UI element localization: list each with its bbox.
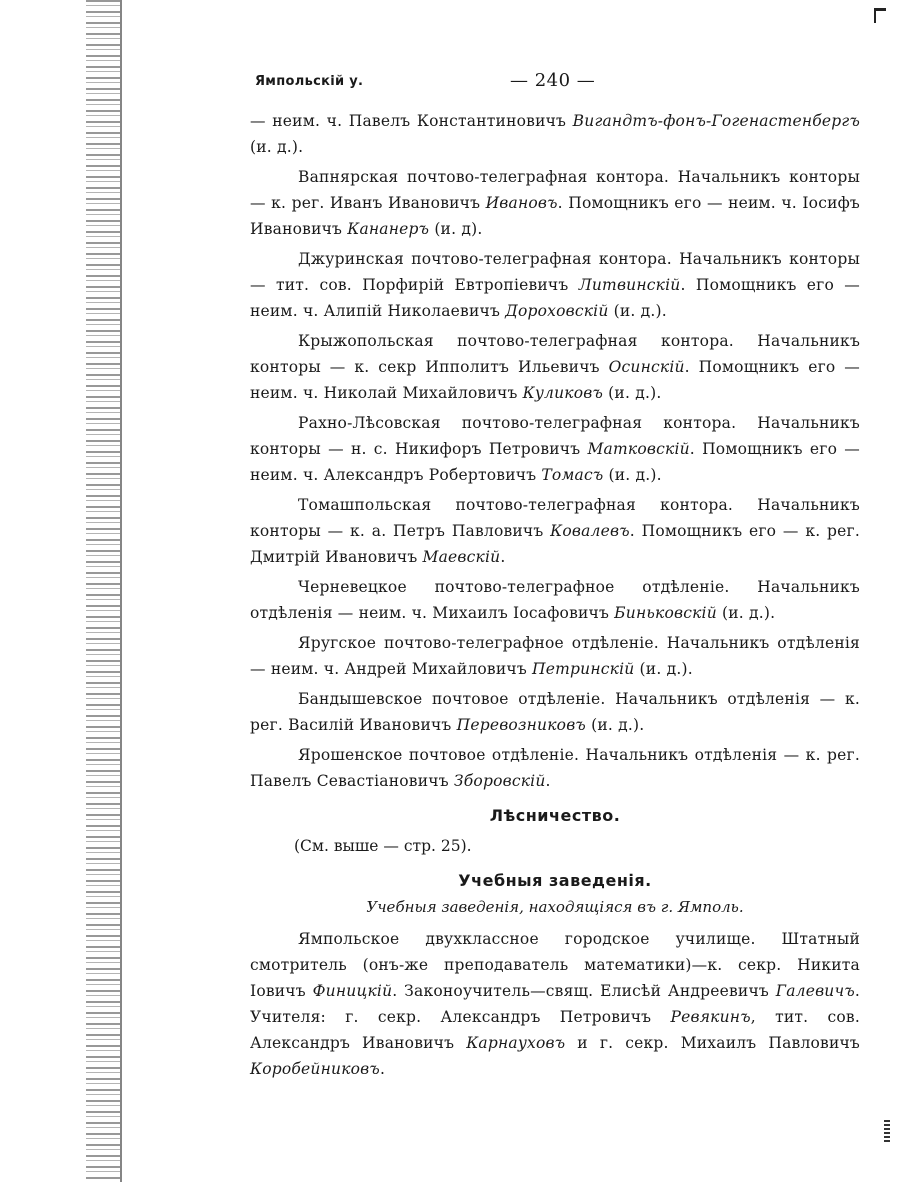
person-surname: Финицкій [312, 982, 393, 1000]
entry-text: . [545, 772, 551, 790]
office-entry [250, 742, 860, 794]
entry-text: Ямпольское двухклассное городское училище. Штатный смотритель (онъ-же преподаватель математики)—к. секр. Никита Іовичъ [250, 930, 860, 1000]
person-surname: Зборовскій [453, 772, 546, 790]
person-surname: Коробейниковъ [250, 1060, 380, 1078]
entry-text: и г. секр. Михаилъ Павловичъ [565, 1034, 860, 1052]
entry-text: . Законоучитель—свящ. Елисѣй Андреевичъ [392, 982, 776, 1000]
entry-text: (и. д.). [716, 604, 776, 622]
entry-text: . [379, 1060, 386, 1078]
entry-text: (и. д). [429, 220, 483, 238]
entry-text: Яругское почтово-телеграфное отдѣленіе. Начальникъ отдѣленія — неим. ч. Андрей Михайловичъ [250, 634, 860, 678]
page-header [255, 70, 855, 96]
entry-text: Томашпольская почтово-телеграфная контора. Начальникъ конторы — к. а. Петръ Павловичъ [250, 496, 860, 540]
scan-binding-line [120, 0, 122, 1182]
forestry-reference: (См. выше — стр. 25). [294, 837, 472, 855]
person-surname: Петринскій [532, 660, 635, 678]
person-surname: Ивановъ [485, 194, 558, 212]
office-entry [250, 686, 860, 738]
office-entry [250, 164, 860, 242]
entry-text: . [500, 548, 506, 566]
entry-text: Черневецкое почтово-телеграфное отдѣленіе. Начальникъ отдѣленія — неим. ч. Михаилъ Іосафовичъ [250, 578, 860, 622]
entry-text: (и. д.). [603, 384, 662, 402]
office-entry [250, 328, 860, 406]
entry-text: Ярошенское почтовое отдѣленіе. Начальникъ отдѣленія — к. рег. Павелъ Севастіановичъ [250, 746, 860, 790]
entry-text: Крыжопольская почтово-телеграфная контора. Начальникъ конторы — к. секр Ипполитъ Ильевичъ [250, 332, 860, 376]
person-surname: Галевичъ [775, 982, 855, 1000]
person-surname: Дороховскій [505, 302, 609, 320]
postal-entries [250, 108, 860, 794]
entry-text: . Помощникъ его — неим. ч. Алипій Николаевичъ [250, 276, 861, 320]
person-surname: Карнауховъ [466, 1034, 566, 1052]
person-surname: Осинскій [608, 358, 685, 376]
person-surname: Матковскій [587, 440, 690, 458]
office-entry [250, 630, 860, 682]
person-surname: Ревякинъ [670, 1008, 751, 1026]
forestry-heading: Лѣсничество. [489, 806, 621, 825]
person-surname: Перевозниковъ [456, 716, 586, 734]
entry-text: Джуринская почтово-телеграфная контора. Начальникъ конторы — тит. сов. Порфирій Евтропіевичъ [250, 250, 860, 294]
person-surname: Вигандтъ-фонъ-Гогенастенбергъ [572, 112, 860, 130]
scan-binding-edge [86, 0, 120, 1182]
entry-text: (и. д.). [634, 660, 693, 678]
entry-text: . Помощникъ его — к. рег. Дмитрій Ивановичъ [250, 522, 861, 566]
school-paragraph [250, 926, 860, 1082]
person-surname: Кананеръ [347, 220, 430, 238]
person-surname: Томасъ [541, 466, 604, 484]
entry-text: — неим. ч. Павелъ Константиновичъ [250, 112, 573, 130]
office-entry [250, 246, 860, 324]
schools-subheading: Учебныя заведенія, находящіяся въ г. Ямполь. [366, 898, 744, 916]
entry-text: Вапнярская почтово-телеграфная контора. Начальникъ конторы — к. рег. Иванъ Ивановичъ [250, 168, 860, 212]
entry-text: (и. д.). [608, 302, 667, 320]
district-name: Ямпольскій у. [255, 74, 364, 89]
scan-margin-mark [884, 1120, 890, 1144]
page-body [250, 108, 860, 1082]
entry-text: Бандышевское почтовое отдѣленіе. Начальникъ отдѣленія — к. рег. Василій Ивановичъ [250, 690, 860, 734]
person-surname: Литвинскій [578, 276, 681, 294]
office-entry [250, 108, 860, 160]
office-entry [250, 574, 860, 626]
office-entry [250, 410, 860, 488]
scan-corner-mark [874, 8, 886, 23]
entry-text: . Помощникъ его — неим. ч. Николай Михайловичъ [250, 358, 861, 402]
entry-text: . Учителя: г. секр. Александръ Петровичъ [250, 982, 860, 1026]
person-surname: Ковалевъ [550, 522, 630, 540]
entry-text: (и. д.). [603, 466, 662, 484]
entry-text: . Помощникъ его — неим. ч. Александръ Робертовичъ [250, 440, 860, 484]
entry-text: , тит. сов. Александръ Ивановичъ [250, 1008, 860, 1052]
entry-text: (и. д.). [585, 716, 645, 734]
person-surname: Биньковскій [614, 604, 717, 622]
office-entry [250, 492, 860, 570]
person-surname: Куликовъ [522, 384, 604, 402]
entry-text: (и. д.). [250, 138, 304, 156]
schools-heading: Учебныя заведенія. [458, 871, 652, 890]
entry-text: Рахно-Лѣсовская почтово-телеграфная контора. Начальникъ конторы — н. с. Никифоръ Петровичъ [250, 414, 860, 458]
page-number: — 240 — [510, 70, 596, 91]
entry-text: . Помощникъ его — неим. ч. Іосифъ Ивановичъ [250, 194, 860, 238]
person-surname: Маевскій [422, 548, 501, 566]
